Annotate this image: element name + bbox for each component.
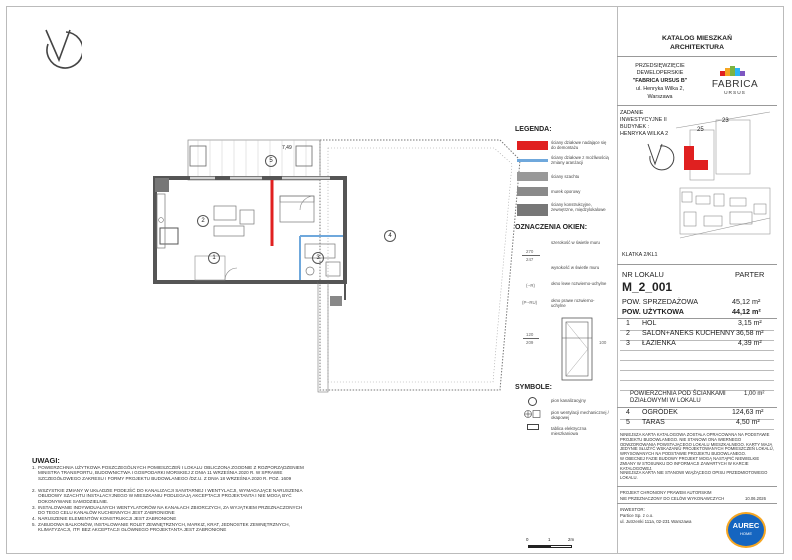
divider xyxy=(617,264,777,265)
unit-number: M_2_001 xyxy=(622,280,673,294)
disclaimer-line: LOKALU. xyxy=(620,475,638,481)
extra-area: 4,50 m² xyxy=(736,419,760,426)
klatka-label: KLATKA 2/KL1 xyxy=(622,252,658,258)
legend-swatch-shaft xyxy=(517,172,548,181)
divider xyxy=(617,56,777,57)
disclaimer-line: NINIEJSZA KARTA KATALOGOWA ZOSTAŁA OPRACOWANA NA PODSTAWIE xyxy=(620,432,770,437)
divider xyxy=(617,486,777,487)
divider xyxy=(617,105,777,106)
usable-label: POW. UŻYTKOWA xyxy=(622,307,684,316)
room-no: 3 xyxy=(626,340,630,347)
symbol-label-2: pion wentylacji mechanicznej / okapowej xyxy=(551,410,609,420)
room-name: SALON+ANEKS KUCHENNY xyxy=(642,330,735,337)
sample-code-line xyxy=(523,338,539,339)
extra-no: 4 xyxy=(626,409,630,416)
building-25: 25 xyxy=(697,127,704,133)
dim-label: 7,49 xyxy=(282,145,292,151)
note-number: 5. xyxy=(32,522,36,527)
note-text: NARUSZENIE ELEMENTÓW KONSTRUKCJI JEST ZABRONIONE xyxy=(38,516,177,521)
usable-value: 44,12 m² xyxy=(732,307,761,316)
catalog-subtitle: ARCHITEKTURA xyxy=(670,44,724,51)
extra-name: OGRÓDEK xyxy=(642,409,678,416)
legend-swatch-structural xyxy=(517,204,548,216)
partition-value: 1,00 m² xyxy=(744,391,765,397)
sewer-icon xyxy=(528,397,537,406)
divider xyxy=(617,318,777,319)
partition-label: POWIERZCHNIA POD ŚCIANKAMI DZIAŁOWYMI W LOKALU xyxy=(630,391,726,404)
symbol-label-3: tablica elektryczna mieszkaniowa xyxy=(551,426,587,436)
investor-label: INWESTOR: xyxy=(620,507,645,512)
room-area: 3,15 m² xyxy=(738,320,762,327)
disclaimer-line: PROJEKTU BUDOWLANEGO. NIE STANOWI ONA WIERNEGO xyxy=(620,436,742,442)
disclaimer-line: NINIEJSZA KARTA NIE STANOWI WIĄŻĄCEGO OPISU PRZEDMIOTOWEGO xyxy=(620,470,768,476)
room-row-empty xyxy=(620,380,774,391)
dev-line5: Warszawa xyxy=(647,94,673,100)
legend-label-3: ściany szachtu xyxy=(551,174,580,179)
copyright1: PROJEKT CHRONIONY PRAWEM AUTORSKIM xyxy=(620,490,712,495)
garden-outline xyxy=(320,140,520,390)
legend-title: LEGENDA: xyxy=(515,126,552,133)
window-l-label: okno lewe rozwierno-uchylne xyxy=(551,281,607,286)
note-3 xyxy=(32,505,304,516)
brand-sub: URSUS xyxy=(724,91,746,96)
room-no: 2 xyxy=(626,330,630,337)
garden-inner xyxy=(328,148,512,382)
site-line4: HENRYKA WILKA 2 xyxy=(620,131,669,137)
extra-row xyxy=(620,419,774,430)
room-area: 4,39 m² xyxy=(738,340,762,347)
note-text: POWIERZCHNIA UŻYTKOWA POSZCZEGÓLNYCH POMIESZCZEŃ I LOKALU OBLICZONA ZGODNIE Z ROZPORZĄDZENIEM MINISTRA TRANSPORTU, BUDOWNICTWA I GOSPODARKI MORSKIEJ Z DNIA 11 WRZEŚNIA 2020 R. W SPRAWIE SZCZEGÓŁOWEGO ZAKRESU I FORMY PROJEKTU BUDOWLANEGO /DZ.U. Z DNIA 18 WRZEŚNIA 2020 R. POZ. 1609 xyxy=(38,465,304,481)
dev-line4: ul. Henryka Wilka 2, xyxy=(636,86,684,92)
room-number-3: 3 xyxy=(312,252,324,264)
note-1 xyxy=(32,465,304,481)
symbol-label-1: pion kanalizacyjny xyxy=(551,398,586,403)
note-text: ZABUDOWA BALKONÓW, INSTALOWANIE ROLET ZEWNĘTRZNYCH, MARKIZ, KRAT, JEDNOSTEK ZEWNĘTRZNYCH, KLIMATYZACJI, ITP. BEZ AKCEPTACJI GŁÓWNEGO PROJEKTANTA JEST ZABRONIONE xyxy=(38,522,290,533)
window-p-label: okno prawe rozwierno-uchylne xyxy=(551,298,595,308)
scale-bar-black xyxy=(528,545,550,548)
investor-line2: ul. Jutrzenki 111a, 02-231 Warszawa xyxy=(620,519,692,524)
disclaimer-line: WRYSOWANYCH NA PODSTAWIE PROJEKTU BUDOWLANEGO. xyxy=(620,451,747,457)
window-sample-icon xyxy=(556,316,598,382)
legend-label-1: ściany działowe nadające się do demontażu xyxy=(551,140,607,150)
extra-no: 5 xyxy=(626,419,630,426)
legend-swatch-blue xyxy=(517,159,548,162)
room-name: HOL xyxy=(642,320,657,327)
note-number: 2. xyxy=(32,488,36,493)
window-w-label: szerokość w świetle muru xyxy=(551,240,600,245)
disclaimer-line: ODWZOROWANIA POWSTAJĄCEGO LOKALU MIESZKALNEGO. KARTY MAJĄ xyxy=(620,441,773,447)
legend-swatch-retaining xyxy=(517,187,548,196)
extra-name: TARAS xyxy=(642,419,665,426)
windows-title: OZNACZENIA OKIEN: xyxy=(515,224,588,231)
dev-line2: DEWELOPERSKIE xyxy=(636,70,684,76)
room-no: 1 xyxy=(626,320,630,327)
aurec-logo-icon xyxy=(726,512,766,548)
aurec-logo-text: AUREC xyxy=(732,521,760,530)
note-number: 1. xyxy=(32,465,36,470)
brand-main: FABRICA xyxy=(711,79,759,90)
aurec-logo-sub: HOME xyxy=(740,531,752,536)
legend-swatch-red xyxy=(517,141,548,150)
site-line3: BUDYNEK : xyxy=(620,124,650,130)
disclaimer xyxy=(620,433,775,481)
legend-label-5: ściany konstrukcyjne, zewnętrzne, międzylokalowe xyxy=(551,202,606,212)
note-2 xyxy=(32,488,304,504)
sheet-date: 10.06.2026 xyxy=(745,496,766,501)
note-text: WSZYSTKIE ZMIANY W UKŁADZIE PODEJŚĆ DO KANALIZACJI SANITARNEJ I WENTYLACJI, WYMAGAJĄCE NARUSZENIA OBUDOWY SZACHTU INSTALACYJNEGO W MIESZKANIU PODLEGAJĄ AKCEPTACJI PROJEKTANTA I NIE MOGĄ BYĆ DOKONYWANE SAMODZIELNIE. xyxy=(38,488,303,504)
vent-icon xyxy=(523,409,541,419)
note-number: 3. xyxy=(32,505,36,510)
notes-title: UWAGI: xyxy=(32,456,60,465)
symbols-title: SYMBOLE: xyxy=(515,384,552,391)
external-walls xyxy=(155,178,345,282)
dev-line1: PRZEDSIĘWZIĘCIE xyxy=(635,63,685,69)
scale-bar-white xyxy=(550,545,572,548)
site-line1: ZADANIE xyxy=(620,110,644,116)
window-w-code: 270 xyxy=(526,249,534,254)
window-l-code: (--R) xyxy=(526,283,536,288)
dev-line3: "FABRICA URSUS B" xyxy=(632,78,688,84)
right-panel-border xyxy=(617,6,618,554)
window-code-line xyxy=(522,255,540,256)
disclaimer-line: ZMIANY W STOSUNKU DO INFORMACJI ZAWARTYCH W KARCIE xyxy=(620,460,749,466)
note-5 xyxy=(32,522,304,533)
disclaimer-line: W OBECNEJ FAZIE BUDOWY PROJEKT MOGĄ NASTĄPIĆ NIEWIELKIE xyxy=(620,455,760,461)
disclaimer-line: KATALOGOWEJ. xyxy=(620,465,653,471)
site-line2: INWESTYCYJNE II xyxy=(620,117,667,123)
extra-area: 124,63 m² xyxy=(732,409,764,416)
scale-0: 0 xyxy=(526,537,529,542)
room-number-1: 1 xyxy=(208,252,220,264)
room-number-5: 5 xyxy=(265,155,277,167)
nr-label: NR LOKALU xyxy=(622,270,664,279)
divider xyxy=(617,407,777,408)
sample-side: 100 xyxy=(599,340,607,345)
sample-h: 209 xyxy=(526,340,534,345)
sample-w: 120 xyxy=(526,332,534,337)
floor-label: PARTER xyxy=(735,270,765,279)
divider xyxy=(617,503,777,504)
copyright2: NIE PRZEZNACZONY DO CELÓW WYKONAWCZYCH xyxy=(620,496,725,501)
room-name: ŁAZIENKA xyxy=(642,340,676,347)
investor-line1: Partice Sp. z o.o. xyxy=(620,513,654,518)
fabrica-logo-icon xyxy=(718,66,752,76)
panel-icon xyxy=(527,424,539,430)
window-h-code: 247 xyxy=(526,257,534,262)
room-area: 36,58 m² xyxy=(736,330,764,337)
catalog-title: KATALOG MIESZKAŃ xyxy=(662,35,732,42)
scale-2: 2m xyxy=(568,537,575,542)
sales-label: POW. SPRZEDAŻOWA xyxy=(622,297,699,306)
disclaimer-line: JEDYNIE SŁUŻYĆ WSKAZANIU PROJEKTOWANYCH POMIESZCZEŃ LOKALU, xyxy=(620,446,774,452)
note-number: 4. xyxy=(32,516,36,521)
sales-value: 45,12 m² xyxy=(732,297,761,306)
window-p-code: (P--RU) xyxy=(522,300,538,305)
scale-1: 1 xyxy=(548,537,551,542)
legend-label-2: ściany działowe z możliwością zmiany aranżacji xyxy=(551,155,609,165)
window-h-label: wysokość w świetle muru xyxy=(551,265,600,270)
building-23: 23 xyxy=(722,118,729,124)
note-text: INSTALOWANIE INDYWIDUALNYCH WENTYLATORÓW NA KANAŁACH ZBIORCZYCH, ZA WYJĄTKIEM PRZEZNACZONYCH DO TEGO CELU KANAŁÓW KUCHENNYCH JEST ZABRONIONE xyxy=(38,505,303,516)
room-number-2: 2 xyxy=(197,215,209,227)
room-number-4: 4 xyxy=(384,230,396,242)
legend-label-4: murek oporowy xyxy=(551,189,581,194)
note-4 xyxy=(32,516,304,521)
